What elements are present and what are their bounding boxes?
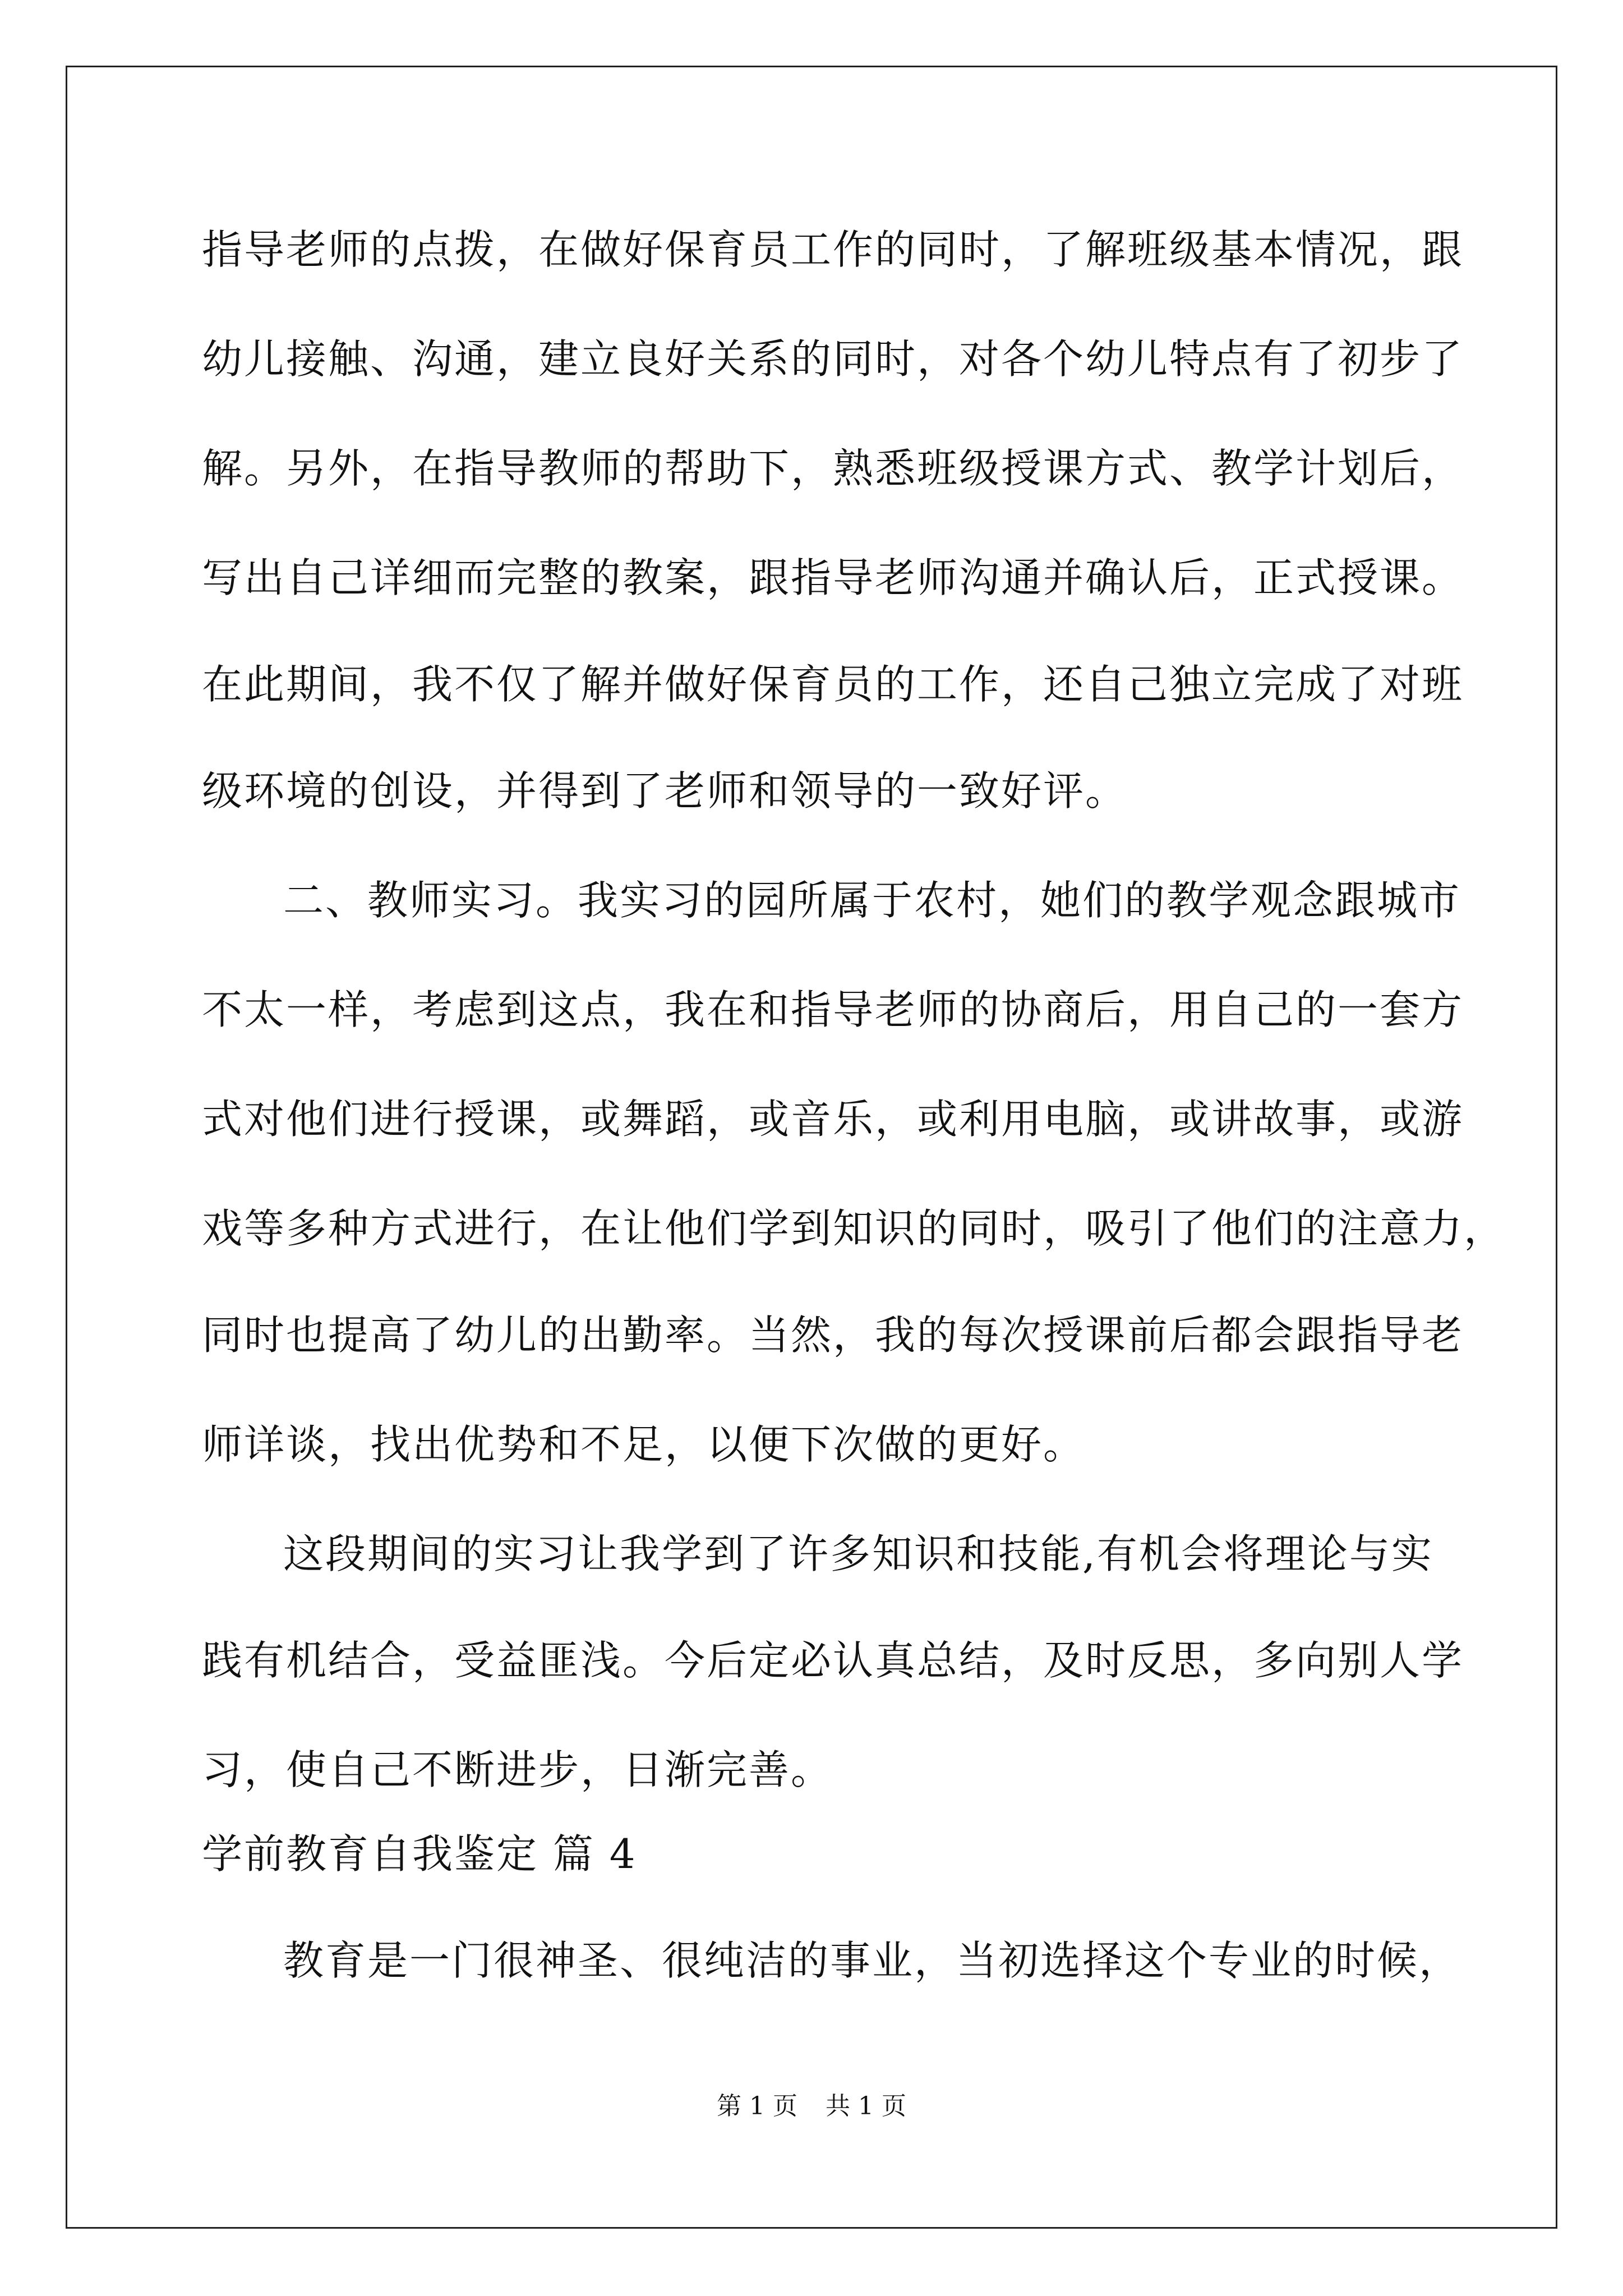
body-line-14: 践有机结合，受益匪浅。今后定必认真总结，及时反思，多向别人学	[202, 1637, 1464, 1684]
section-heading: 学前教育自我鉴定 篇 4	[202, 1830, 637, 1878]
body-line-3: 解。另外，在指导教师的帮助下，熟悉班级授课方式、教学计划后，	[202, 445, 1464, 492]
page-number: 第 1 页	[717, 2092, 797, 2120]
page-footer	[0, 2092, 1623, 2120]
body-line-11: 同时也提高了幼儿的出勤率。当然，我的每次授课前后都会跟指导老	[202, 1312, 1464, 1359]
body-line-2: 幼儿接触、沟通，建立良好关系的同时，对各个幼儿特点有了初步了	[202, 335, 1464, 383]
body-line-10: 戏等多种方式进行，在让他们学到知识的同时，吸引了他们的注意力，	[202, 1205, 1506, 1252]
page-total: 共 1 页	[826, 2092, 906, 2120]
page-frame	[66, 66, 1557, 2229]
body-line-8: 不太一样，考虑到这点，我在和指导老师的协商后，用自己的一套方	[202, 986, 1464, 1033]
body-line-13: 这段期间的实习让我学到了许多知识和技能,有机会将理论与实	[283, 1530, 1433, 1577]
body-line-1: 指导老师的点拨，在做好保育员工作的同时，了解班级基本情况，跟	[202, 226, 1464, 273]
body-line-4: 写出自己详细而完整的教案，跟指导老师沟通并确认后，正式授课。	[202, 554, 1464, 601]
body-line-9: 式对他们进行授课，或舞蹈，或音乐，或利用电脑，或讲故事，或游	[202, 1096, 1464, 1143]
body-line-5: 在此期间，我不仅了解并做好保育员的工作，还自己独立完成了对班	[202, 661, 1464, 708]
body-line-12: 师详谈，找出优势和不足，以便下次做的更好。	[202, 1421, 1086, 1468]
body-line-17: 教育是一门很神圣、很纯洁的事业，当初选择这个专业的时候，	[283, 1937, 1461, 1984]
body-line-15: 习，使自己不断进步，日渐完善。	[202, 1746, 833, 1793]
body-line-7: 二、教师实习。我实习的园所属于农村，她们的教学观念跟城市	[283, 877, 1461, 924]
body-line-6: 级环境的创设，并得到了老师和领导的一致好评。	[202, 767, 1128, 815]
